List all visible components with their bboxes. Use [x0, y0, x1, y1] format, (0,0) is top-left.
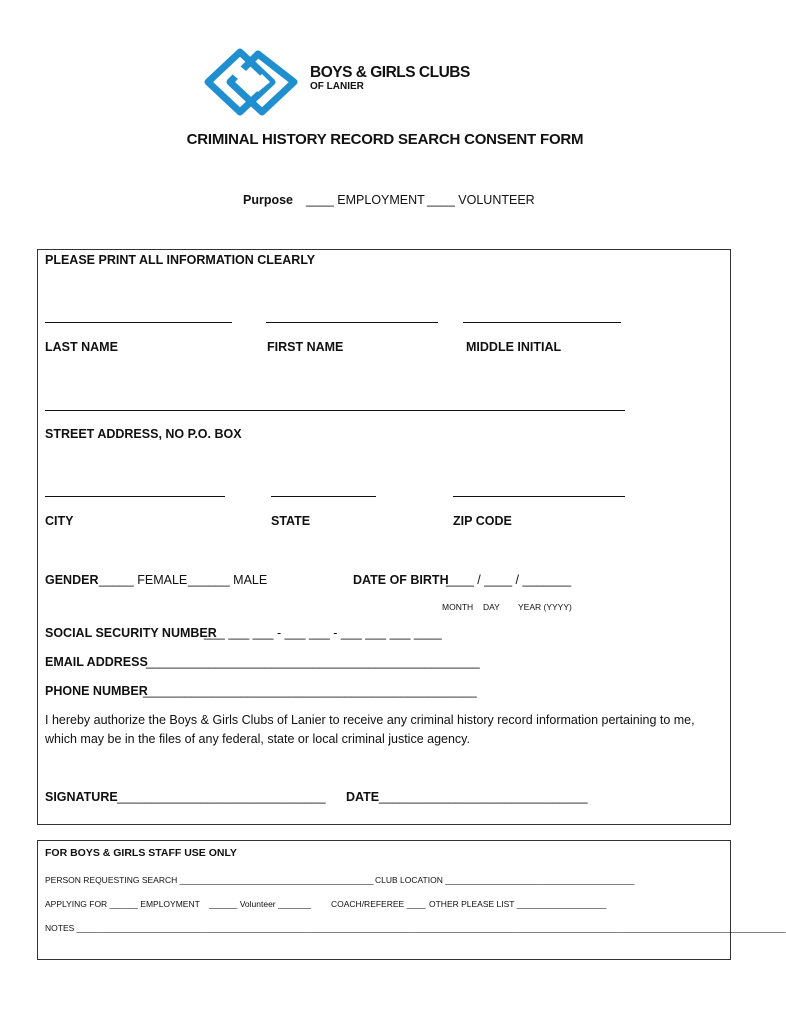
ssn-field[interactable]: ___ ___ ___ - ___ ___ - ___ ___ ___ ____ — [204, 626, 442, 640]
state-field[interactable] — [271, 496, 376, 497]
dob-year-hint: YEAR (YYYY) — [518, 602, 572, 612]
form-title: CRIMINAL HISTORY RECORD SEARCH CONSENT FORM — [186, 131, 584, 148]
date-of-birth-label: DATE OF BIRTH — [353, 573, 449, 587]
purpose-volunteer[interactable]: ____ VOLUNTEER — [427, 193, 535, 207]
dob-day-hint: DAY — [483, 602, 500, 612]
logo-subtitle: OF LANIER — [310, 81, 364, 92]
signature-label: SIGNATURE — [45, 790, 118, 804]
ssn-label: SOCIAL SECURITY NUMBER — [45, 626, 217, 640]
city-field[interactable] — [45, 496, 225, 497]
middle-initial-label: MIDDLE INITIAL — [466, 340, 562, 354]
gender-female-option[interactable]: _____ FEMALE — [99, 573, 188, 587]
applying-for-coach-referee[interactable]: COACH/REFEREE ____ — [331, 899, 426, 909]
phone-field[interactable]: ________________________________________________ — [143, 684, 477, 698]
street-address-field[interactable] — [45, 410, 625, 411]
first-name-label: FIRST NAME — [267, 340, 344, 354]
staff-header: FOR BOYS & GIRLS STAFF USE ONLY — [45, 847, 237, 859]
applying-for-employment[interactable]: APPLYING FOR ______ EMPLOYMENT — [45, 899, 200, 909]
person-requesting-field[interactable]: PERSON REQUESTING SEARCH _________________________________________ — [45, 875, 374, 885]
first-name-field[interactable] — [266, 322, 438, 323]
email-label: EMAIL ADDRESS — [45, 655, 148, 669]
notes-field[interactable]: NOTES ______________________________________________________________________________________________________________________________________________________ — [45, 923, 786, 933]
last-name-field[interactable] — [45, 322, 232, 323]
date-of-birth-field[interactable]: ____ / ____ / _______ — [446, 573, 572, 587]
street-address-label: STREET ADDRESS, NO P.O. BOX — [45, 427, 242, 441]
logo-title: BOYS & GIRLS CLUBS — [310, 64, 470, 81]
hands-logo-icon — [200, 46, 300, 118]
phone-label: PHONE NUMBER — [45, 684, 148, 698]
last-name-label: LAST NAME — [45, 340, 118, 354]
gender-label: GENDER — [45, 573, 99, 587]
club-location-field[interactable]: CLUB LOCATION ________________________________________ — [375, 875, 635, 885]
applying-for-volunteer[interactable]: ______ Volunteer _______ — [209, 899, 312, 909]
zip-code-field[interactable] — [453, 496, 625, 497]
date-field[interactable]: ______________________________ — [379, 790, 588, 804]
middle-initial-field[interactable] — [463, 322, 621, 323]
print-instruction: PLEASE PRINT ALL INFORMATION CLEARLY — [45, 253, 316, 267]
purpose-employment[interactable]: ____ EMPLOYMENT — [306, 193, 425, 207]
purpose-label: Purpose — [243, 193, 294, 207]
other-please-list-field[interactable]: OTHER PLEASE LIST ___________________ — [429, 899, 607, 909]
city-label: CITY — [45, 514, 74, 528]
date-label: DATE — [346, 790, 380, 804]
state-label: STATE — [271, 514, 311, 528]
signature-field[interactable]: ______________________________ — [117, 790, 326, 804]
dob-month-hint: MONTH — [442, 602, 474, 612]
zip-code-label: ZIP CODE — [453, 514, 512, 528]
gender-male-option[interactable]: ______ MALE — [188, 573, 268, 587]
email-field[interactable]: ________________________________________________ — [146, 655, 480, 669]
authorization-statement: I hereby authorize the Boys & Girls Clubs of Lanier to receive any criminal history record information pertaining to me, which may be in the files of any federal, state or local criminal justice agency. — [45, 713, 695, 746]
